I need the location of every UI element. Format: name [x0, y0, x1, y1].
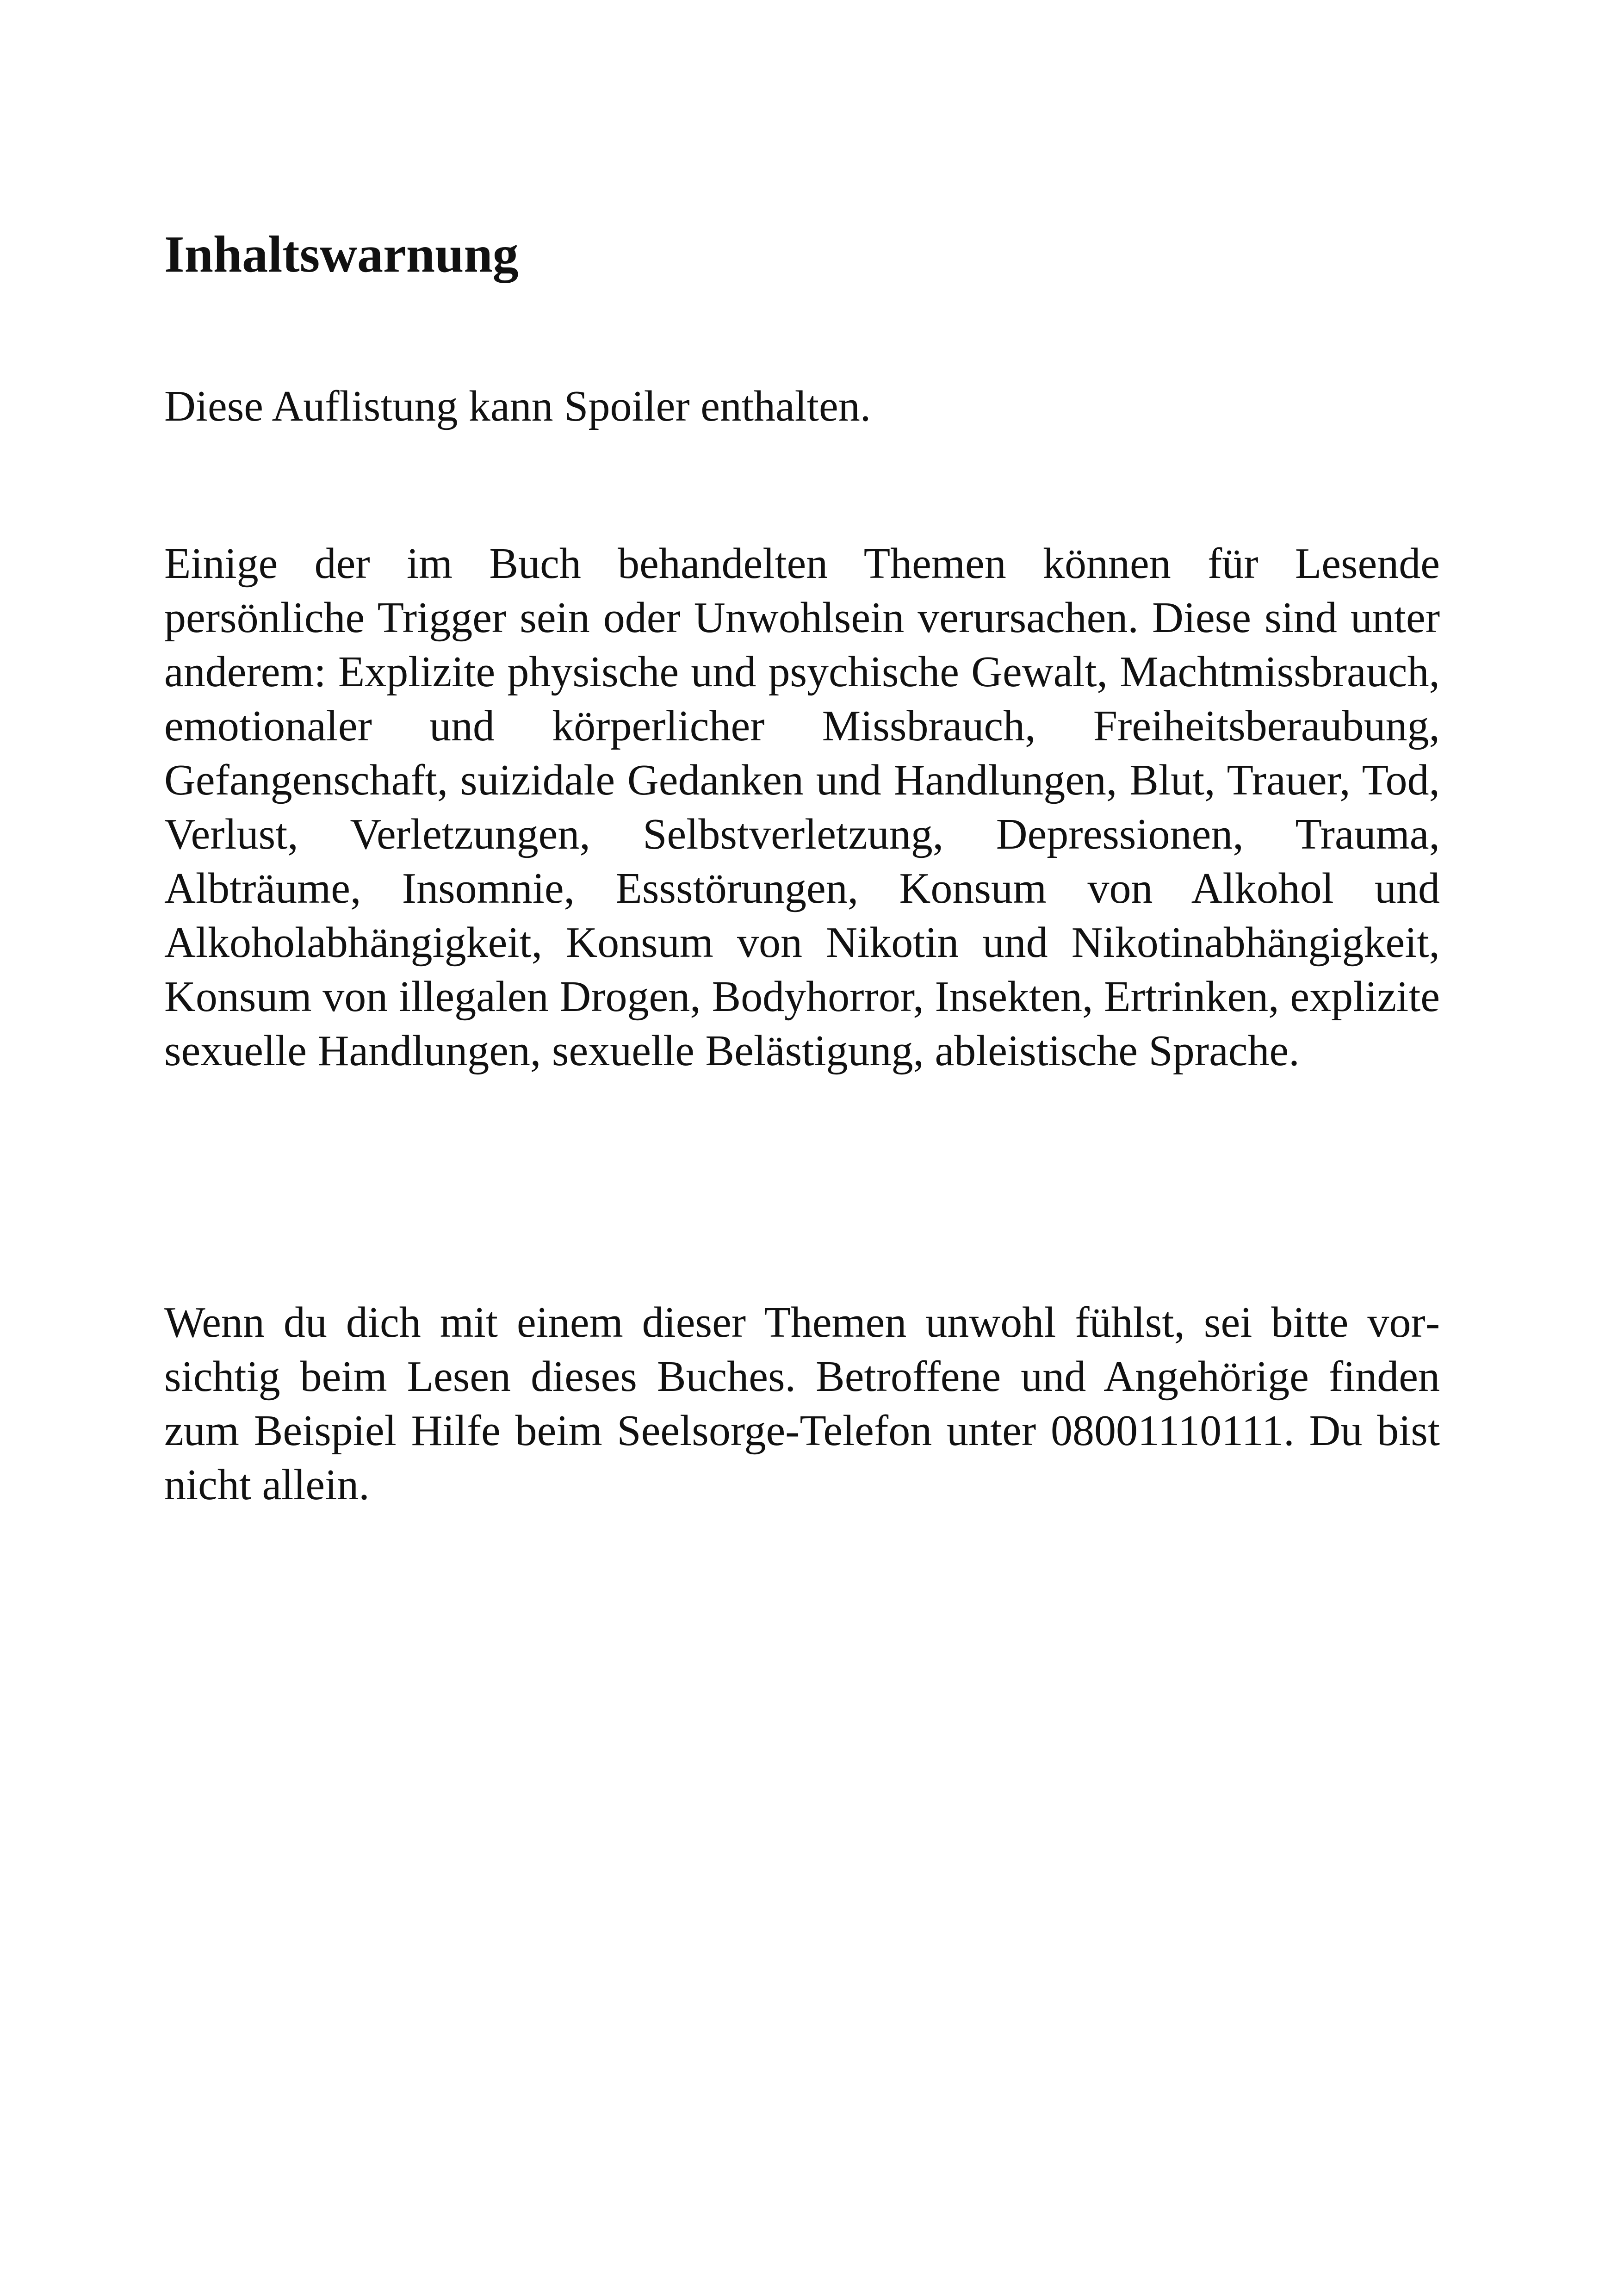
- page-title: Inhaltswarnung: [164, 226, 519, 283]
- themes-paragraph: Einige der im Buch behandelten Themen können für Lesende persönliche Trigger sein oder Unwohlsein verursachen. Diese sind unter anderem: Explizite physische und psychische Gewalt, Machtmissbrauch, emotionaler und körperlicher Missbrauch, Freiheitsberaubung, Gefangenschaft, suizidale Gedanken und Handlungen, Blut, Trauer, Tod, Verlust, Verletzungen, Selbstverletzung, Depressionen, Trauma, Albträume, Insomnie, Essstörungen, Konsum von Alkohol und Alkoholabhängigkeit, Konsum von Nikotin und Nikotinabhängigkeit, Konsum von illegalen Drogen, Bodyhorror, Insekten, Ertrinken, explizite sexuelle Handlungen, sexuelle Belästigung, ableistische Sprache.: [164, 540, 1440, 1075]
- help-paragraph: Wenn du dich mit einem dieser Themen unwohl fühlst, sei bitte vorsichtig beim Lesen dieses Buches. Betroffene und Angehörige finden zum Beispiel Hilfe beim Seelsorge-Telefon unter 08001110111. Du bist nicht allein.: [164, 1298, 1440, 1509]
- spoiler-note: Diese Auflistung kann Spoiler enthalten.: [164, 382, 871, 430]
